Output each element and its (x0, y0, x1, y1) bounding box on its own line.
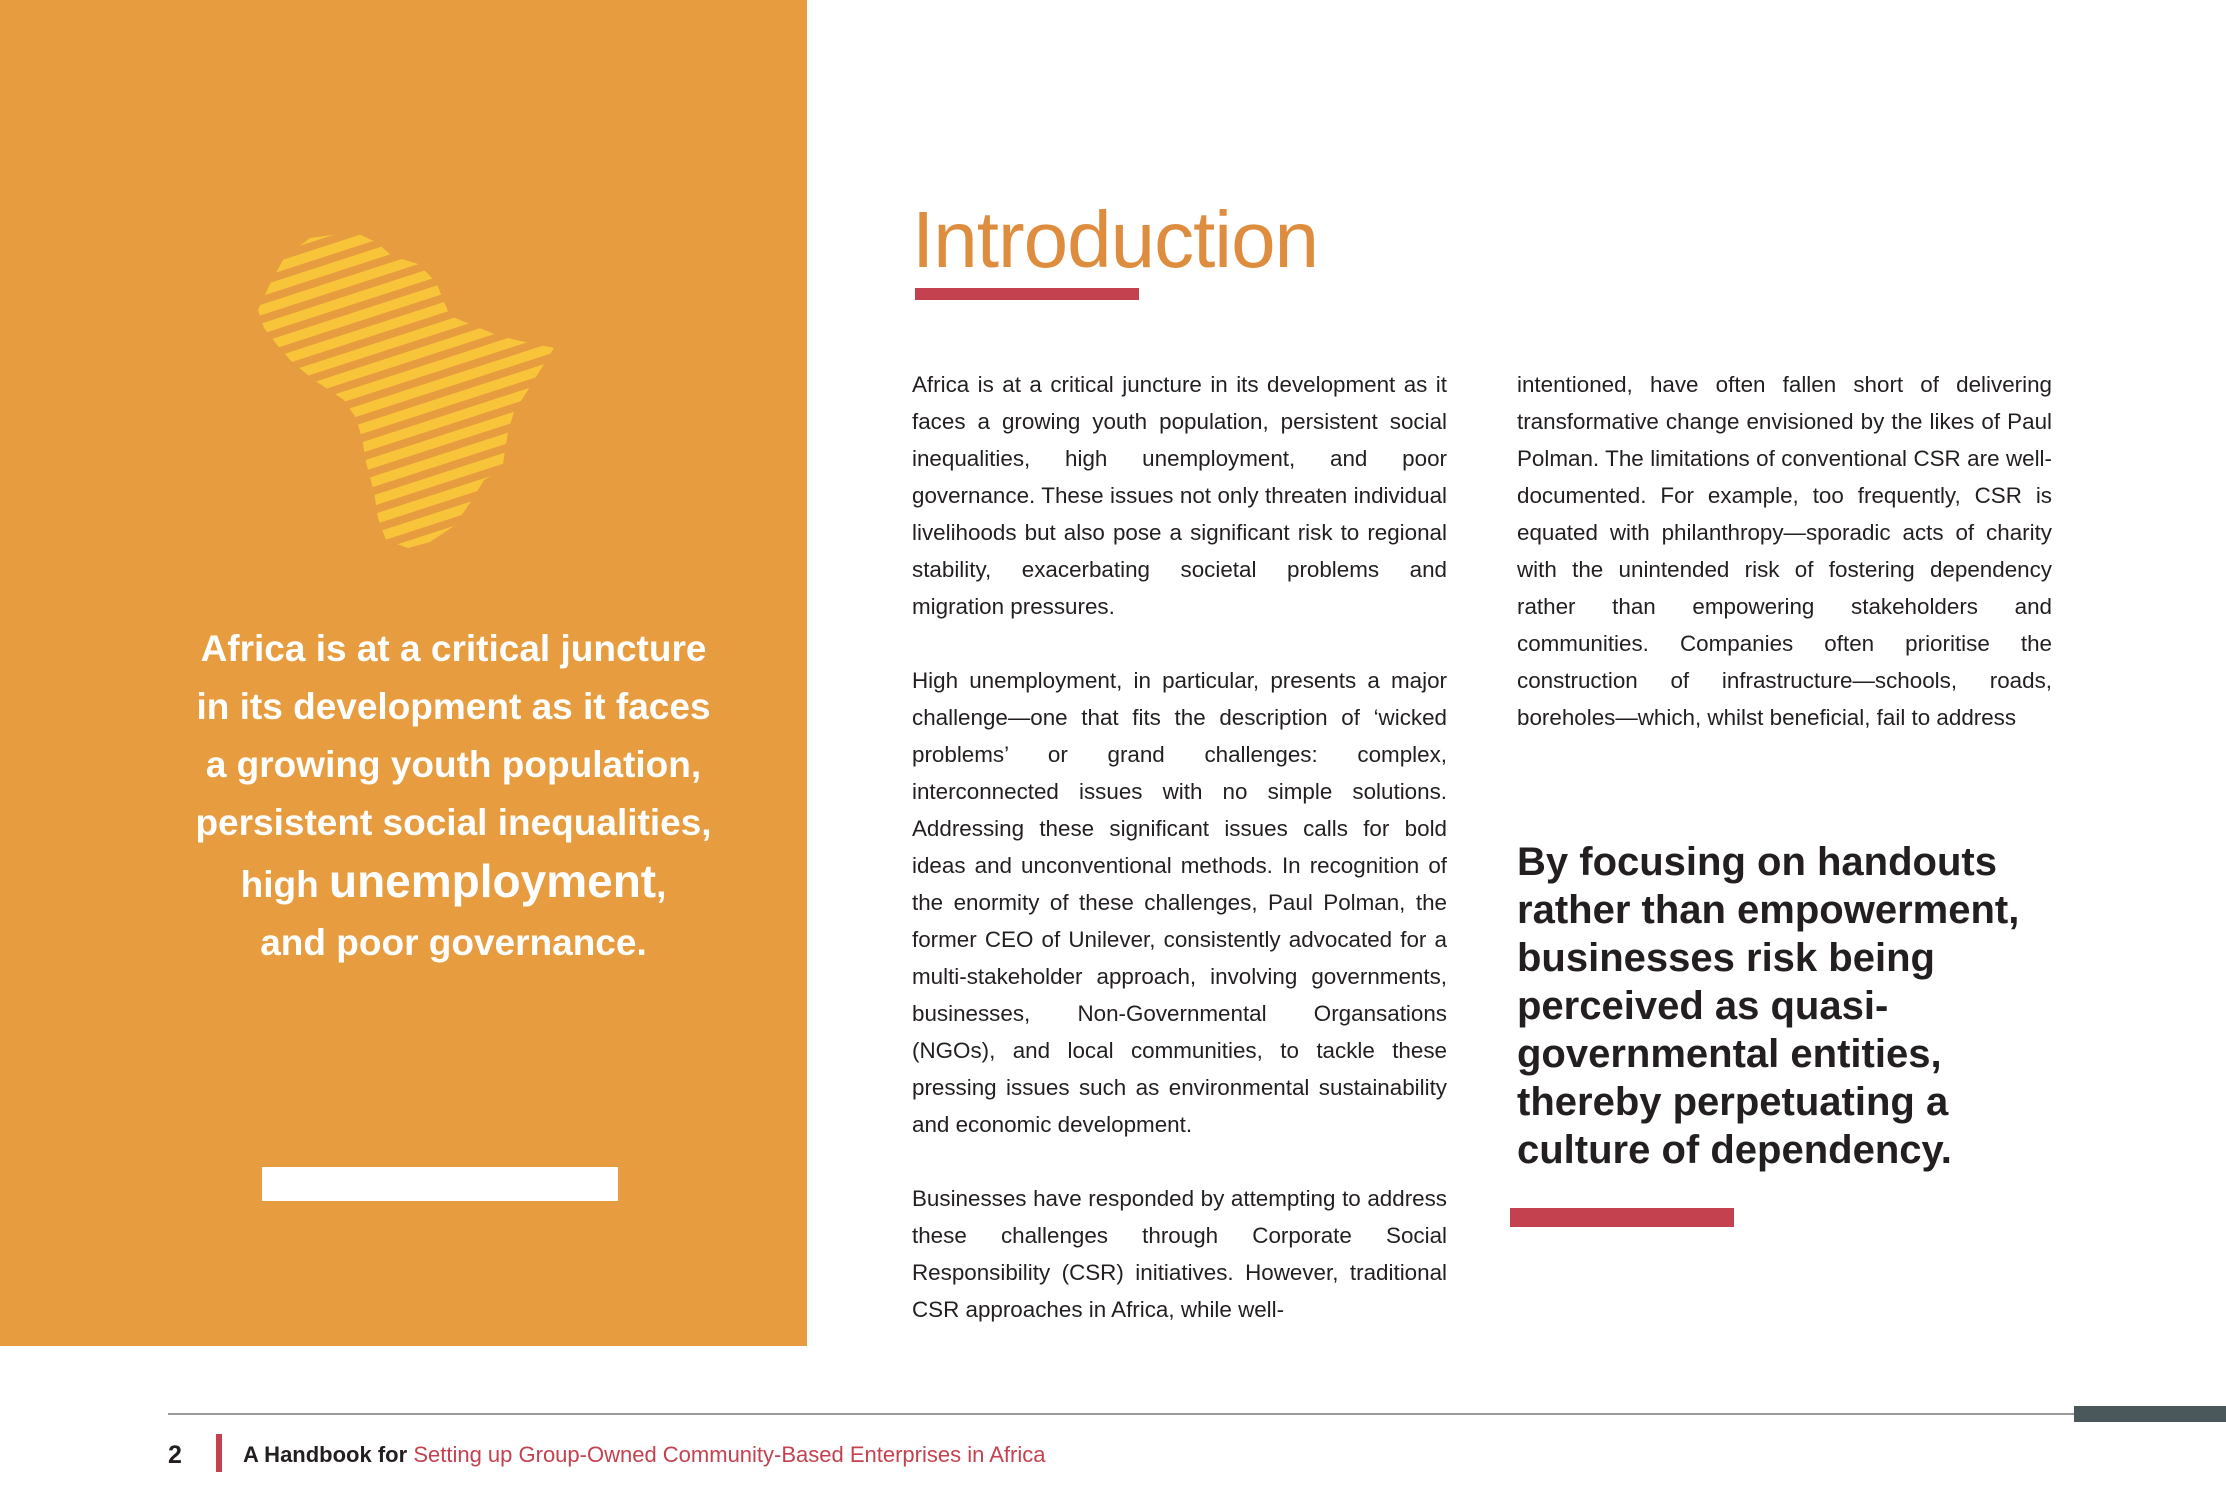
pull-quote-word: , (656, 864, 667, 905)
body-column-2 (1517, 366, 2052, 773)
pull-quote-line: Africa is at a critical juncture (200, 628, 707, 669)
page-number: 2 (168, 1441, 182, 1469)
page-title: Introduction (912, 195, 1319, 284)
pull-quote-line: in its development as it faces (196, 686, 711, 727)
handbook-title: Setting up Group-Owned Community-Based Enterprises in Africa (413, 1442, 1046, 1467)
footer-running-title (243, 1440, 1046, 1470)
pull-quote-word: high (240, 864, 329, 905)
paragraph: High unemployment, in particular, presents a major challenge—one that fits the description of ‘wicked problems’ or grand challenges: complex, interconnected issues with no simple solutions. Addressing these significant issues calls for bold ideas and unconventional methods. In recognition of the enormity of these challenges, Paul Polman, the former CEO of Unilever, consistently advocated for a multi-stakeholder approach, involving governments, businesses, Non-Governmental Organsations (NGOs), and local communities, to tackle these pressing issues such as environmental sustainability and economic development. (912, 668, 1447, 1137)
footer-accent-block (2074, 1406, 2226, 1422)
title-underline (915, 288, 1139, 300)
paragraph: intentioned, have often fallen short of delivering transformative change envisioned by the likes of Paul Polman. The limitations of conventional CSR are well-documented. For example, too frequently, CSR is equated with philanthropy—sporadic acts of charity with the unintended risk of fostering dependency rather than empowering stakeholders and communities. Companies often prioritise the construction of infrastructure—schools, roads, boreholes—which, whilst beneficial, fail to address (1517, 372, 2052, 730)
footer-divider (216, 1434, 222, 1472)
africa-map-icon (258, 230, 558, 550)
footer-rule (168, 1413, 2074, 1415)
paragraph: Africa is at a critical juncture in its development as it faces a growing youth population, persistent social inequalities, high unemployment, and poor governance. These issues not only threaten individual livelihoods but also pose a significant risk to regional stability, exacerbating societal problems and migration pressures. (912, 372, 1447, 619)
pull-quote-line: persistent social inequalities, (195, 802, 712, 843)
paragraph: Businesses have responded by attempting to address these challenges through Corporate Social Responsibility (CSR) initiatives. However, traditional CSR approaches in Africa, while well- (912, 1186, 1447, 1322)
pull-quote-emphasis: unemployment (328, 855, 657, 907)
pull-quote-underline (1510, 1208, 1734, 1227)
decorative-white-bar (262, 1167, 618, 1201)
pull-quote-line (150, 852, 757, 914)
right-pull-quote: By focusing on handouts rather than empowerment, businesses risk being perceived as quasi-governmental entities, thereby perpetuating a culture of dependency. (1517, 840, 2020, 1172)
handbook-label: A Handbook for (243, 1442, 408, 1467)
left-pull-quote (150, 620, 757, 972)
pull-quote-line: a growing youth population, (205, 744, 702, 785)
body-column-1 (912, 366, 1447, 1365)
pull-quote-line: and poor governance. (260, 922, 647, 963)
left-orange-panel (0, 0, 807, 1346)
